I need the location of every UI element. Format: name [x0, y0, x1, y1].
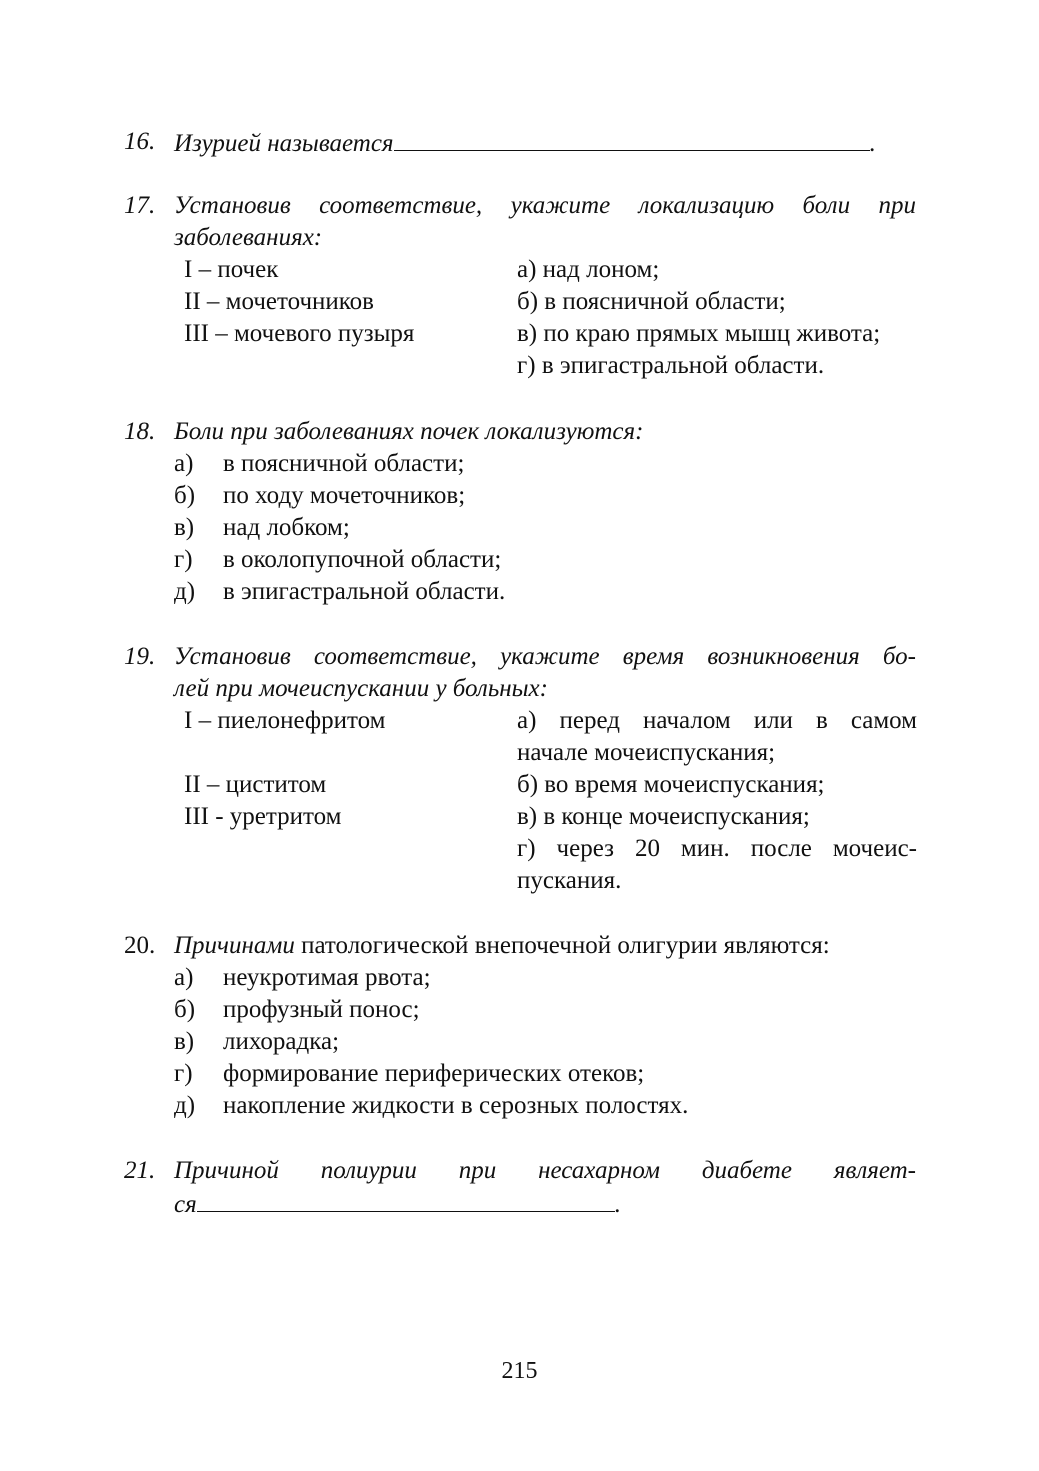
option-text: в поясничной области;: [223, 450, 465, 477]
option-text: профузный понос;: [223, 996, 420, 1023]
match-right-item: а) перед началом или в самом: [517, 707, 917, 734]
option-letter: г): [174, 546, 193, 573]
option-text: накопление жидкости в серозных полостях.: [223, 1092, 689, 1119]
match-right-item: в) по краю прямых мышц живота;: [517, 320, 881, 347]
match-left-item: III - уретритом: [184, 803, 342, 830]
match-right-item: г) в эпигастральной области.: [517, 352, 825, 379]
option-text: неукротимая рвота;: [223, 964, 431, 991]
question-text-line: Установив соответствие, укажите локализацию боли при: [174, 192, 916, 219]
option-letter: а): [174, 450, 194, 477]
question-text-line: Установив соответствие, укажите время возникновения бо-: [174, 643, 916, 670]
question-number: 16.: [124, 128, 156, 155]
question-number: 20.: [124, 932, 156, 959]
option-letter: а): [174, 964, 194, 991]
option-letter: д): [174, 1092, 196, 1119]
match-right-item: в) в конце мочеиспускания;: [517, 803, 810, 830]
option-text: по ходу мочеточников;: [223, 482, 466, 509]
question-text: Боли при заболеваниях почек локализуются:: [174, 418, 644, 445]
option-letter: б): [174, 996, 196, 1023]
question-number: 17.: [124, 192, 156, 219]
question-text: Изурией называется .: [174, 126, 876, 158]
option-letter: д): [174, 578, 196, 605]
question-number: 18.: [124, 418, 156, 445]
option-letter: в): [174, 514, 195, 541]
match-right-item: а) над лоном;: [517, 256, 660, 283]
option-text: в околопупочной области;: [223, 546, 502, 573]
answer-blank[interactable]: [394, 126, 870, 151]
page-number: 215: [501, 1358, 538, 1384]
match-right-item: б) в поясничной области;: [517, 288, 786, 315]
match-right-item: пускания.: [517, 867, 622, 894]
match-left-item: I – почек: [184, 256, 279, 283]
option-letter: г): [174, 1060, 193, 1087]
option-letter: в): [174, 1028, 195, 1055]
question-number: 21.: [124, 1157, 156, 1184]
question-text-line: Причиной полиурии при несахарном диабете являет-: [174, 1157, 916, 1184]
match-right-item: б) во время мочеиспускания;: [517, 771, 825, 798]
question-number: 19.: [124, 643, 156, 670]
match-right-item: начале мочеиспускания;: [517, 739, 776, 766]
option-text: формирование периферических отеков;: [223, 1060, 645, 1087]
option-letter: б): [174, 482, 196, 509]
match-left-item: III – мочевого пузыря: [184, 320, 415, 347]
answer-blank[interactable]: [197, 1187, 615, 1212]
question-text: Причинами патологической внепочечной олигурии являются:: [174, 932, 830, 959]
question-text-line: заболеваниях:: [174, 224, 323, 251]
question-text-line: лей при мочеиспускании у больных:: [174, 675, 548, 702]
option-text: лихорадка;: [223, 1028, 340, 1055]
match-left-item: I – пиелонефритом: [184, 707, 386, 734]
match-left-item: II – циститом: [184, 771, 327, 798]
match-right-item: г) через 20 мин. после мочеис-: [517, 835, 917, 862]
option-text: в эпигастральной области.: [223, 578, 506, 605]
option-text: над лобком;: [223, 514, 350, 541]
match-left-item: II – мочеточников: [184, 288, 374, 315]
question-text-line: ся .: [174, 1187, 621, 1219]
